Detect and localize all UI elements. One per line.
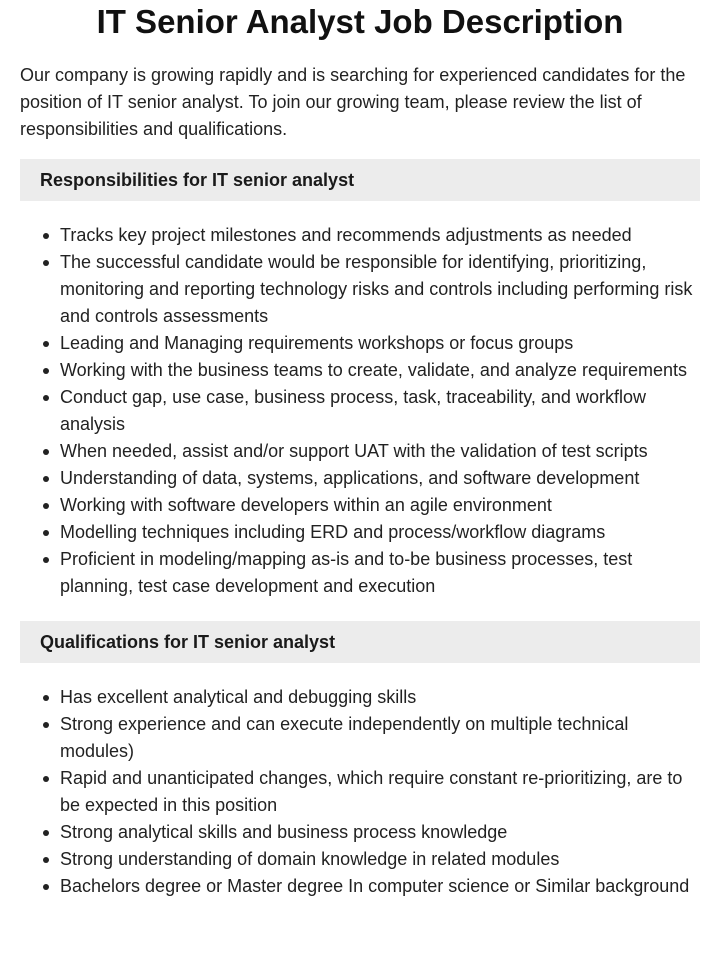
bullet-icon [43,395,49,401]
list-item [60,438,700,465]
bullet-icon [43,503,49,509]
bullet-icon [43,722,49,728]
list-item [60,222,700,249]
list-item-text: Proficient in modeling/mapping as-is and to-be business processes, test planning, test case development and execution [60,549,633,596]
bullet-icon [43,260,49,266]
qualifications-heading: Qualifications for IT senior analyst [20,621,700,663]
list-item [60,465,700,492]
bullet-icon [43,830,49,836]
bullet-icon [43,368,49,374]
list-item [60,684,700,711]
bullet-icon [43,341,49,347]
list-item-text: Conduct gap, use case, business process, task, traceability, and workflow analysis [60,387,646,434]
list-item-text: Tracks key project milestones and recommends adjustments as needed [60,225,632,245]
bullet-icon [43,776,49,782]
list-item-text: Working with software developers within an agile environment [60,495,552,515]
list-item-text: Understanding of data, systems, applications, and software development [60,468,640,488]
bullet-icon [43,449,49,455]
page-title: IT Senior Analyst Job Description [96,3,624,40]
list-item-text: Strong experience and can execute independently on multiple technical modules) [60,714,629,761]
qualifications-list [20,684,700,900]
list-item-text: The successful candidate would be responsible for identifying, prioritizing, monitoring and reporting technology risks and controls including performing risk and controls assessments [60,252,693,326]
list-item-text: Working with the business teams to create, validate, and analyze requirements [60,360,687,380]
list-item [60,357,700,384]
list-item [60,330,700,357]
list-item-text: Rapid and unanticipated changes, which require constant re-prioritizing, are to be expected in this position [60,768,683,815]
list-item [60,873,700,900]
bullet-icon [43,695,49,701]
list-item [60,711,700,765]
section-spacer [20,600,700,605]
bullet-icon [43,857,49,863]
list-item [60,819,700,846]
list-item [60,519,700,546]
list-item-text: When needed, assist and/or support UAT with the validation of test scripts [60,441,648,461]
bullet-icon [43,884,49,890]
list-item [60,492,700,519]
responsibilities-list [20,222,700,600]
bullet-icon [43,557,49,563]
list-item-text: Leading and Managing requirements workshops or focus groups [60,333,574,353]
list-item-text: Modelling techniques including ERD and process/workflow diagrams [60,522,606,542]
list-item [60,384,700,438]
list-item-text: Strong analytical skills and business process knowledge [60,822,508,842]
list-item [60,546,700,600]
list-item [60,846,700,873]
list-item-text: Has excellent analytical and debugging skills [60,687,417,707]
list-item-text: Strong understanding of domain knowledge in related modules [60,849,560,869]
intro-paragraph: Our company is growing rapidly and is searching for experienced candidates for the position of IT senior analyst. To join our growing team, please review the list of responsibilities and qualifications. [20,65,686,139]
bullet-icon [43,476,49,482]
list-item [60,765,700,819]
bullet-icon [43,233,49,239]
list-item [60,249,700,330]
responsibilities-heading: Responsibilities for IT senior analyst [20,159,700,201]
list-item-text: Bachelors degree or Master degree In computer science or Similar background [60,876,690,896]
bullet-icon [43,530,49,536]
